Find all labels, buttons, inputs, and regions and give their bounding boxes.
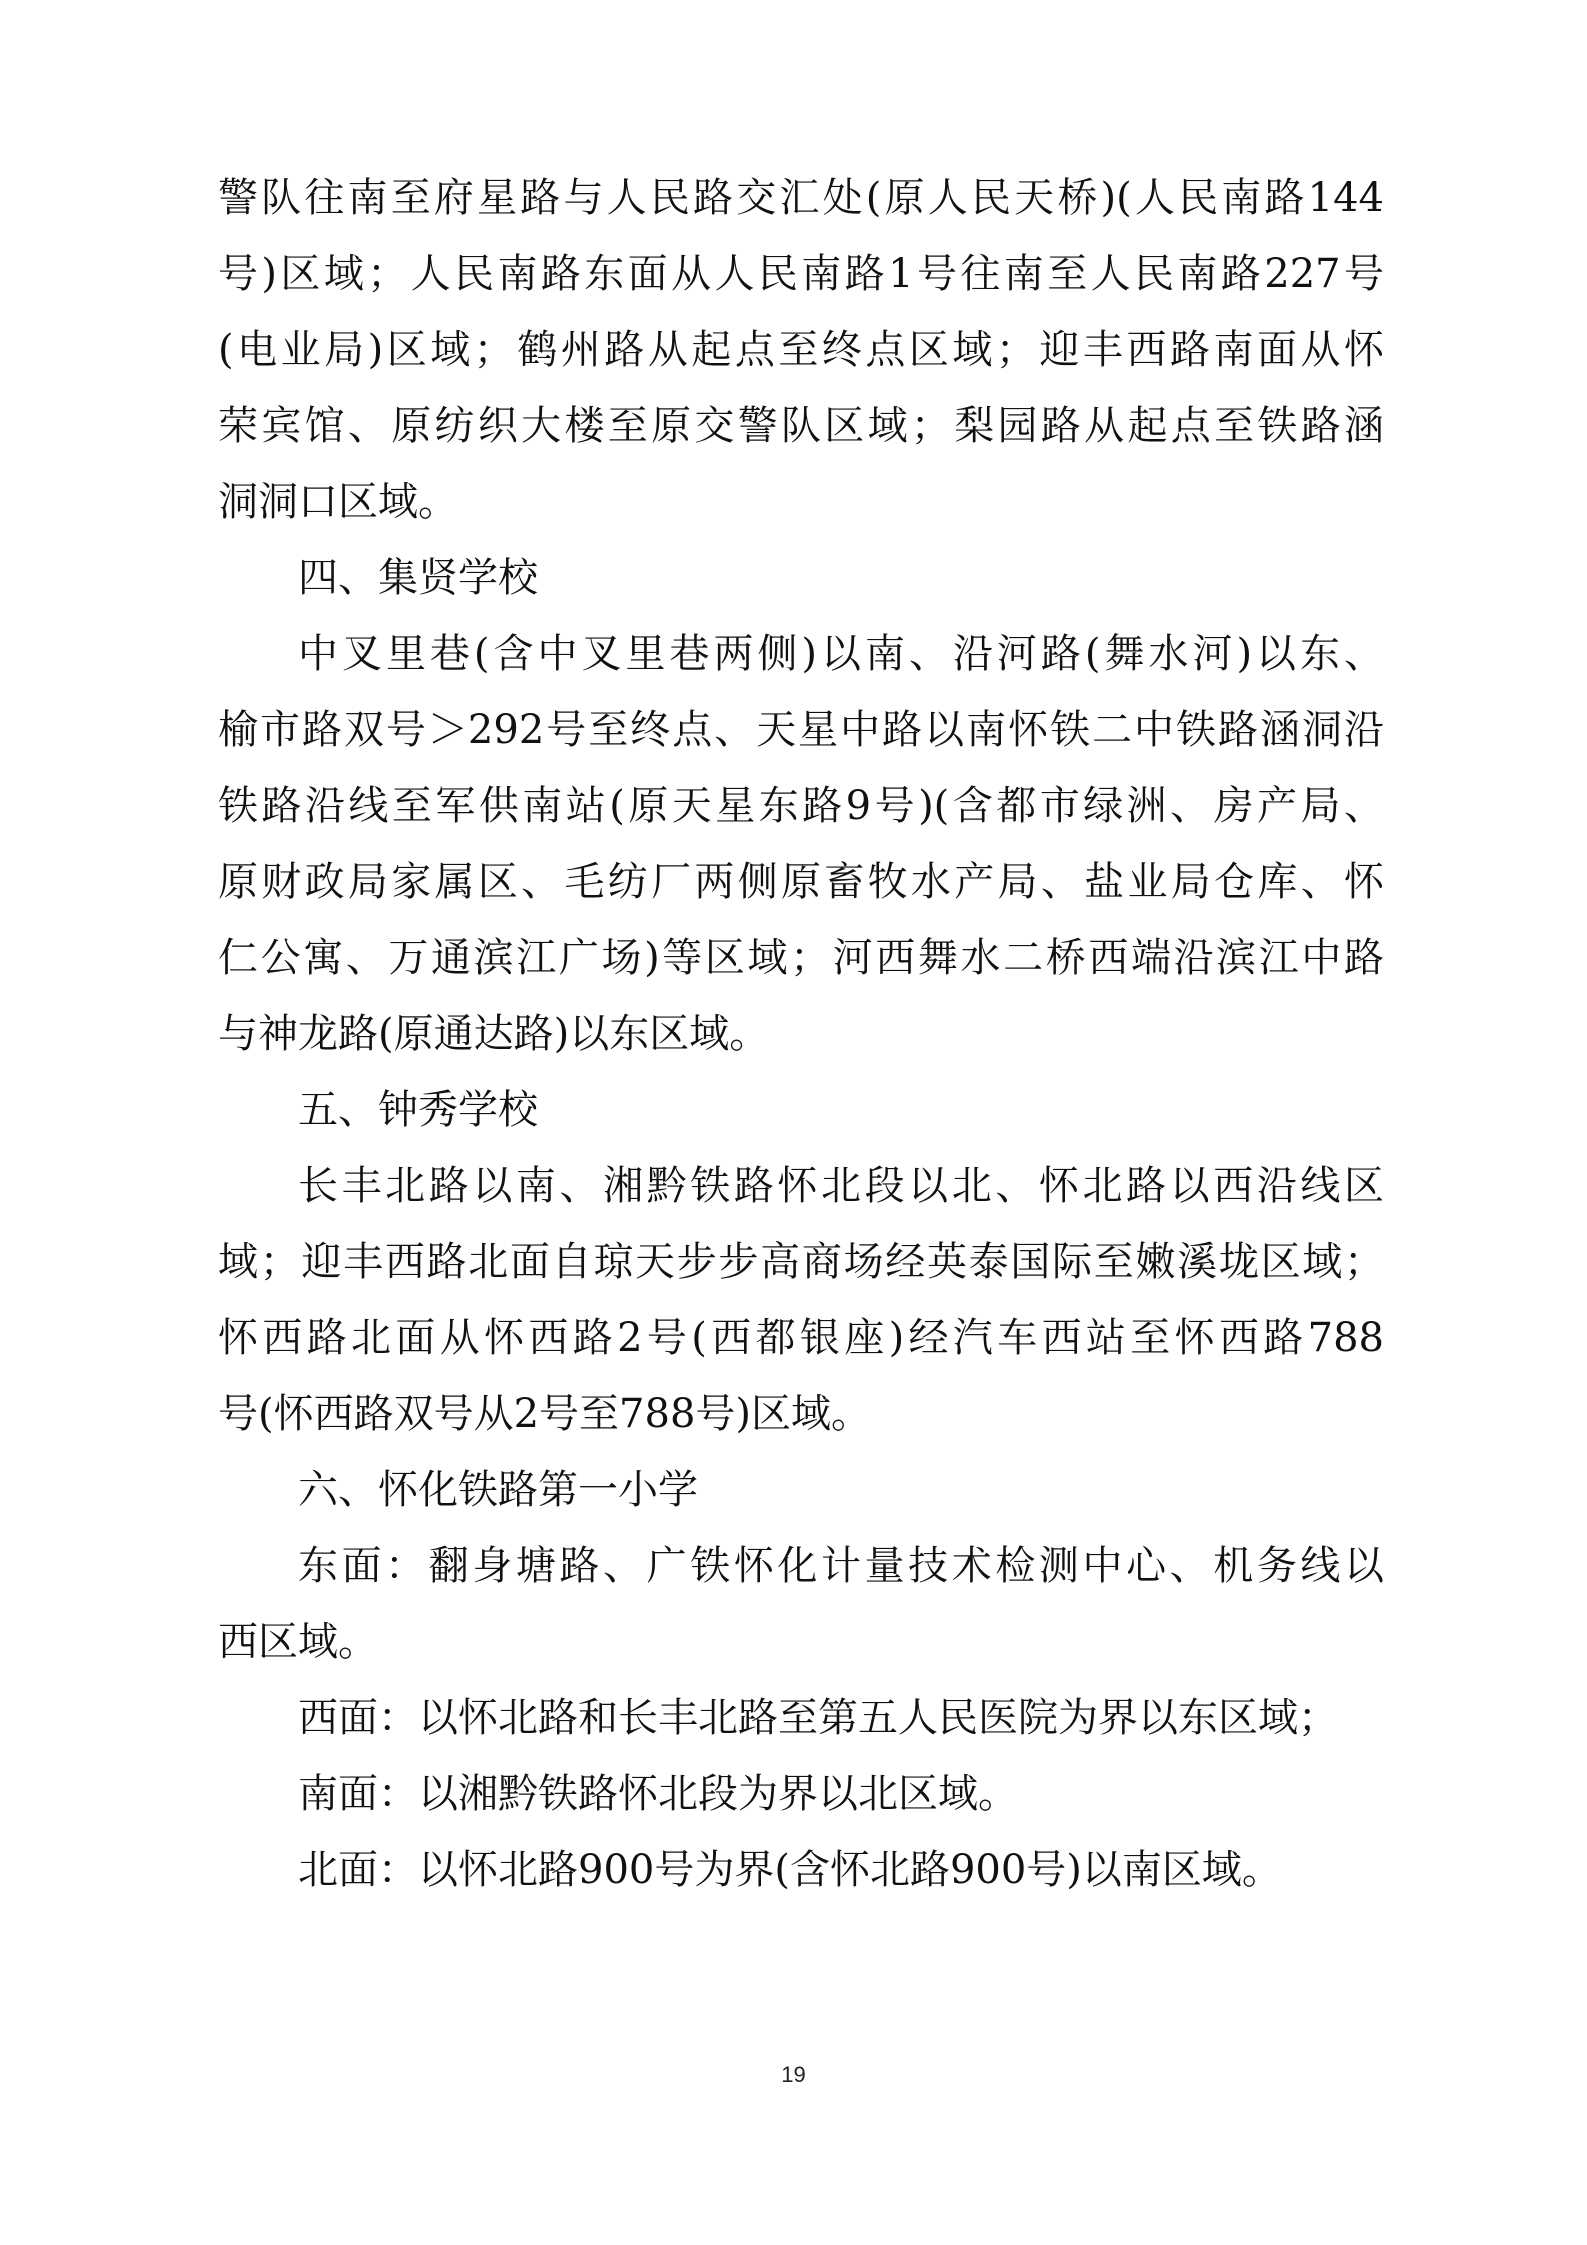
text-line: 榆市路双号＞292号至终点、天星中路以南怀铁二中铁路涵洞沿 (218, 707, 1384, 753)
text-line: 与神龙路(原通达路)以东区域。 (218, 1011, 770, 1057)
text-line: 南面：以湘黔铁路怀北段为界以北区域。 (298, 1771, 1018, 1817)
text-line: 荣宾馆、原纺织大楼至原交警队区域；梨园路从起点至铁路涵 (218, 403, 1384, 449)
text-line: 警队往南至府星路与人民路交汇处(原人民天桥)(人民南路144 (218, 175, 1384, 221)
text-line: 中叉里巷(含中叉里巷两侧)以南、沿河路(舞水河)以东、 (298, 631, 1384, 677)
text-line: (电业局)区域；鹤州路从起点至终点区域；迎丰西路南面从怀 (218, 327, 1384, 373)
text-line: 西面：以怀北路和长丰北路至第五人民医院为界以东区域； (298, 1695, 1338, 1741)
text-line: 域；迎丰西路北面自琼天步步高商场经英泰国际至嫩溪垅区域； (218, 1239, 1384, 1285)
text-line: 怀西路北面从怀西路2号(西都银座)经汽车西站至怀西路788 (218, 1315, 1384, 1361)
text-line: 号(怀西路双号从2号至788号)区域。 (218, 1391, 872, 1437)
text-line: 原财政局家属区、毛纺厂两侧原畜牧水产局、盐业局仓库、怀 (218, 859, 1384, 905)
section-heading: 六、怀化铁路第一小学 (298, 1467, 698, 1513)
text-line: 长丰北路以南、湘黔铁路怀北段以北、怀北路以西沿线区 (298, 1163, 1384, 1209)
text-line: 铁路沿线至军供南站(原天星东路9号)(含都市绿洲、房产局、 (218, 783, 1384, 829)
text-line: 洞洞口区域。 (218, 479, 458, 525)
text-line: 西区域。 (218, 1619, 378, 1665)
text-line: 东面：翻身塘路、广铁怀化计量技术检测中心、机务线以 (298, 1543, 1384, 1589)
section-heading: 四、集贤学校 (298, 555, 538, 601)
text-line: 号)区域；人民南路东面从人民南路1号往南至人民南路227号 (218, 251, 1384, 297)
text-line: 北面：以怀北路900号为界(含怀北路900号)以南区域。 (298, 1847, 1282, 1893)
page-number: 19 (781, 2062, 806, 2087)
section-heading: 五、钟秀学校 (298, 1087, 538, 1133)
text-line: 仁公寓、万通滨江广场)等区域；河西舞水二桥西端沿滨江中路 (218, 935, 1384, 981)
